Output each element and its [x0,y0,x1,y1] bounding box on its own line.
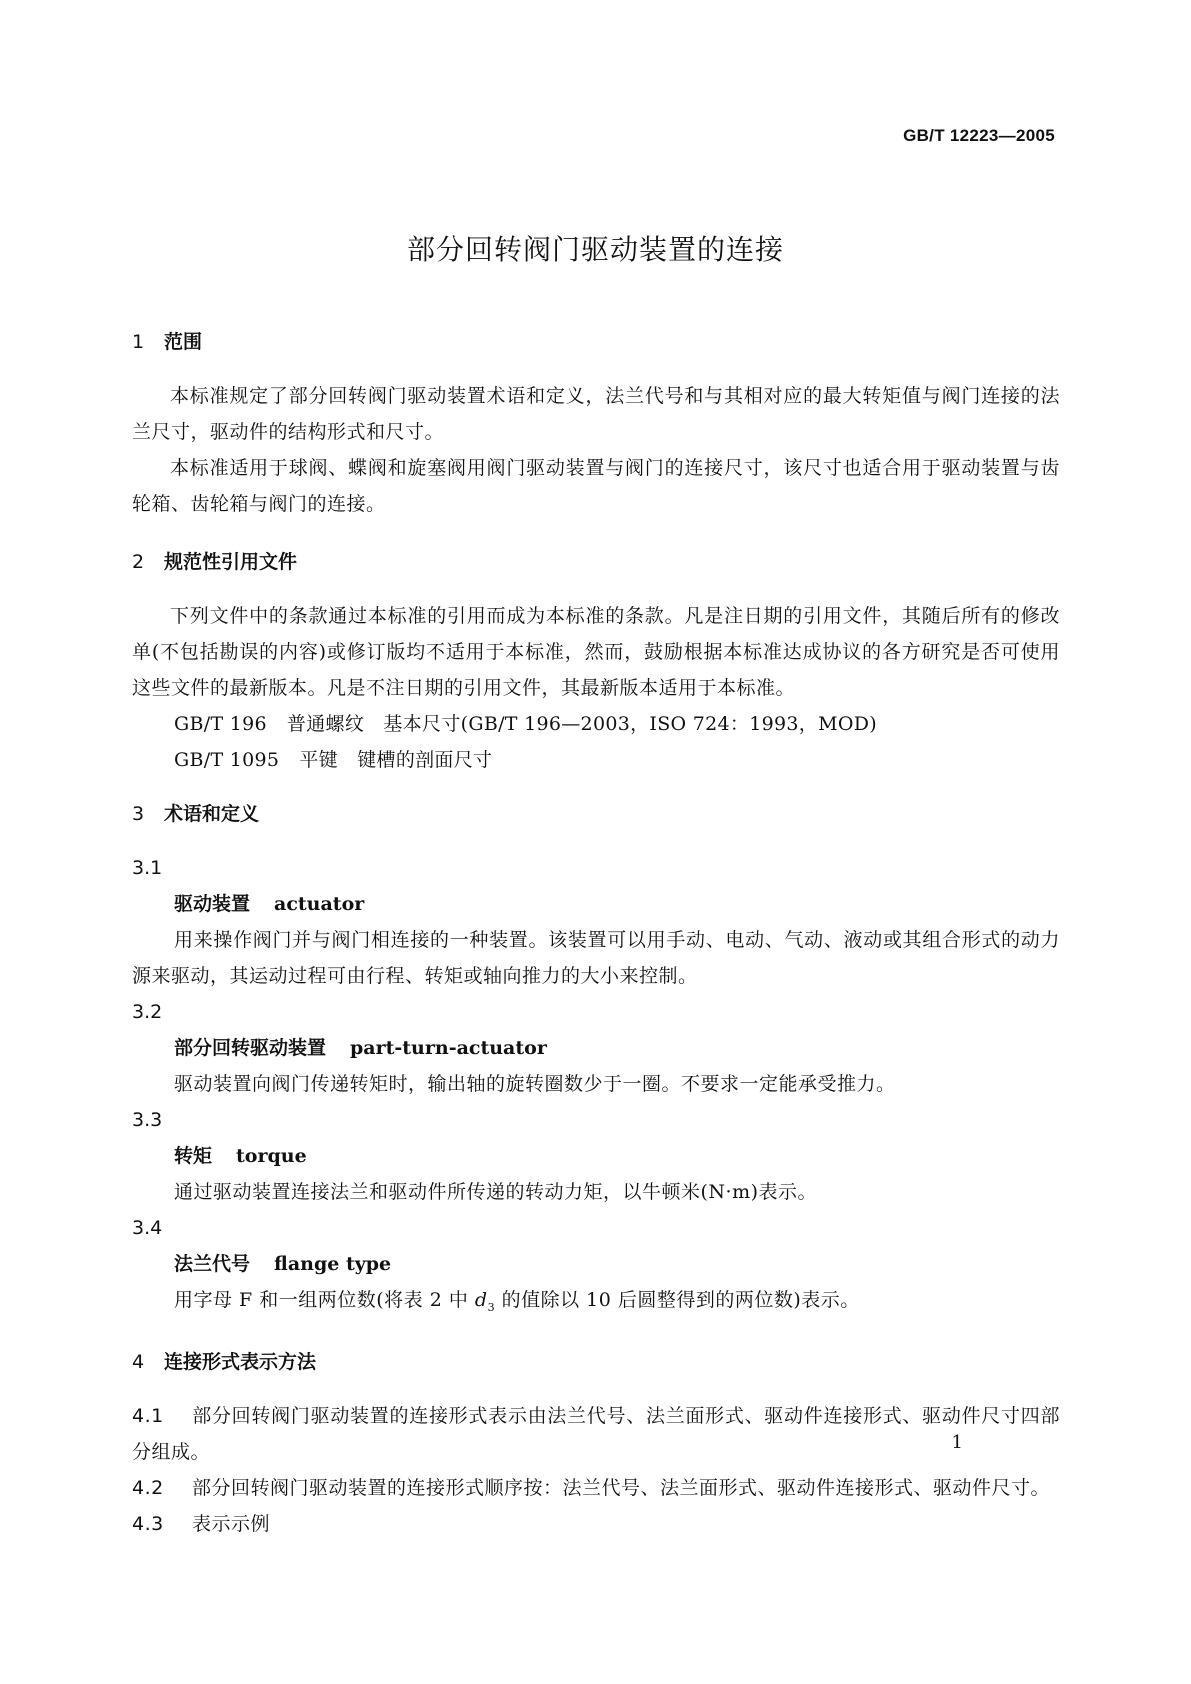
clause-number: 3.2 [132,1001,163,1023]
document-body [132,326,1060,1542]
subclause-number: 4.2 [132,1476,164,1499]
paragraph: 本标准规定了部分回转阀门驱动装置术语和定义，法兰代号和与其相对应的最大转矩值与阀门连接的法兰尺寸，驱动件的结构形式和尺寸。 [132,385,1060,443]
section-4-heading [132,1346,1060,1378]
section-number: 1 [132,331,145,353]
reference-item [132,706,1060,742]
section-title: 规范性引用文件 [164,551,298,573]
page-number: 1 [951,1432,963,1453]
section-3-heading [132,798,1060,830]
term-english: actuator [274,893,365,915]
reference-item [132,742,1060,778]
page-title: 部分回转阀门驱动装置的连接 [406,233,784,266]
subclause-text: 部分回转阀门驱动装置的连接形式顺序按：法兰代号、法兰面形式、驱动件连接形式、驱动件尺寸。 [192,1476,1051,1499]
variable-d: d [474,1289,488,1311]
reference-title: 普通螺纹 基本尺寸(GB/T 196—2003，ISO 724：1993，MOD) [286,713,877,735]
section-number: 4 [132,1350,145,1373]
term-chinese: 转矩 [174,1145,213,1167]
term-definition: 用来操作阀门并与阀门相连接的一种装置。该装置可以用手动、电动、气动、液动或其组合形式的动力源来驱动，其运动过程可由行程、转矩或轴向推力的大小来控制。 [132,929,1060,987]
reference-title: 平键 键槽的剖面尺寸 [299,749,493,771]
subclause-number: 4.1 [132,1404,164,1427]
section-number: 3 [132,803,145,825]
term-chinese: 法兰代号 [174,1253,251,1275]
section-number: 2 [132,551,145,573]
reference-code: GB/T 196 [174,713,267,735]
term-entry [132,1246,1060,1282]
clause-number: 3.1 [132,857,163,879]
subclause-text: 表示示例 [192,1512,271,1535]
term-entry [132,1138,1060,1174]
section-1-heading [132,326,1060,358]
subclause-text: 部分回转阀门驱动装置的连接形式表示由法兰代号、法兰面形式、驱动件连接形式、驱动件尺寸四部分组成。 [132,1404,1060,1463]
term-entry [132,1030,1060,1066]
section-title: 术语和定义 [164,803,260,825]
variable-subscript: 3 [487,1300,496,1314]
term-chinese: 驱动装置 [174,893,251,915]
subclause [132,1470,1060,1506]
paragraph: 本标准适用于球阀、蝶阀和旋塞阀用阀门驱动装置与阀门的连接尺寸，该尺寸也适合用于驱动装置与齿轮箱、齿轮箱与阀门的连接。 [132,457,1060,515]
definition-text: 的值除以 10 后圆整得到的两位数)表示。 [495,1289,860,1311]
term-english: part-turn-actuator [350,1037,547,1059]
clause-number: 3.4 [132,1217,163,1239]
term-definition [132,1282,1060,1326]
term-definition: 通过驱动装置连接法兰和驱动件所传递的转动力矩，以牛顿米(N·m)表示。 [174,1181,818,1203]
clause-number: 3.3 [132,1109,163,1131]
section-2-heading [132,546,1060,578]
term-chinese: 部分回转驱动装置 [174,1037,327,1059]
term-english: flange type [274,1253,392,1275]
paragraph: 下列文件中的条款通过本标准的引用而成为本标准的条款。凡是注日期的引用文件，其随后所有的修改单(不包括勘误的内容)或修订版均不适用于本标准，然而，鼓励根据本标准达成协议的各方研究是否可使用这些文件的最新版本。凡是不注日期的引用文件，其最新版本适用于本标准。 [132,605,1060,699]
subclause [132,1506,1060,1542]
section-title: 连接形式表示方法 [164,1350,317,1373]
section-title: 范围 [164,331,203,353]
reference-code: GB/T 1095 [174,749,280,771]
term-english: torque [236,1145,307,1167]
standard-code: GB/T 12223—2005 [903,126,1055,145]
term-entry [132,886,1060,922]
definition-text: 用字母 F 和一组两位数(将表 2 中 [174,1289,475,1311]
subclause [132,1398,1060,1470]
term-definition: 驱动装置向阀门传递转矩时，输出轴的旋转圈数少于一圈。不要求一定能承受推力。 [174,1073,896,1095]
subclause-number: 4.3 [132,1512,164,1535]
